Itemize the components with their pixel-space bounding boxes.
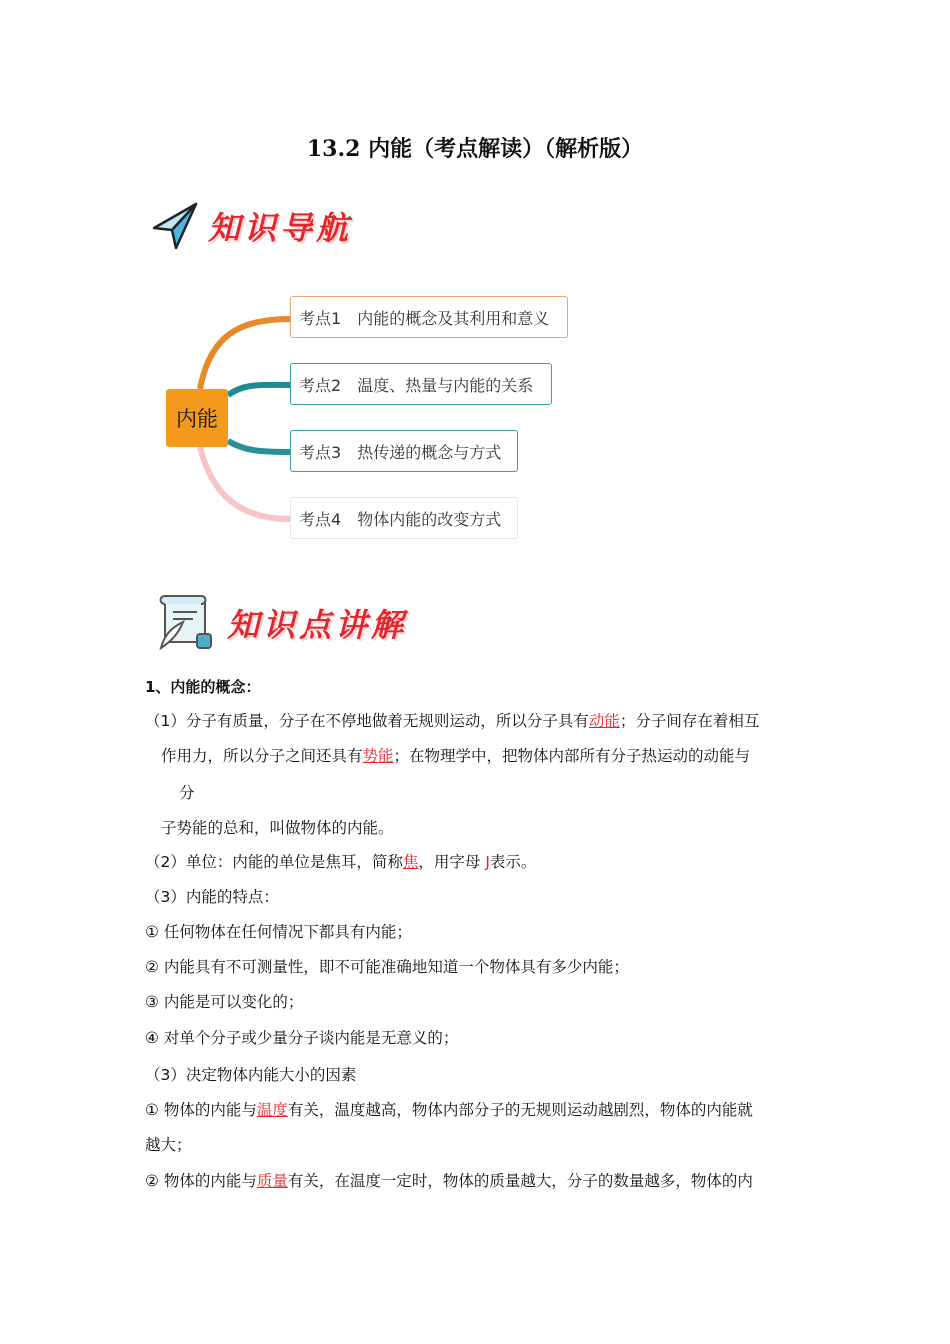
keyword-potential-energy: 势能 [362, 747, 394, 765]
branch-4 [200, 447, 290, 519]
content-body [145, 676, 810, 1196]
list-item: ① 任何物体在任何情况下都具有内能； [145, 923, 412, 941]
paragraph-1-line-1: （1）分子有质量，分子在不停地做着无规则运动，所以分子具有动能；分子间存在着相互 [145, 712, 760, 730]
factor-1-line-2: 越大； [145, 1136, 192, 1154]
mind-map [150, 285, 600, 555]
knowledge-nav-label: 知识导航 [208, 209, 353, 247]
factor-1-line-1: ① 物体的内能与温度有关，温度越高，物体内部分子的无规则运动越剧烈，物体的内能就 [145, 1101, 753, 1119]
page-title: 13.2 内能（考点解读）（解析版） [306, 136, 644, 162]
mind-map-root: 内能 [166, 389, 228, 447]
mind-map-node-2: 考点2 温度、热量与内能的关系 [290, 363, 552, 405]
branch-3 [228, 441, 290, 452]
mind-map-node-3: 考点3 热传递的概念与方式 [290, 430, 518, 472]
paragraph-1-line-2: 作用力，所以分子之间还具有势能；在物理学中，把物体内部所有分子热运动的动能与 [161, 747, 751, 765]
keyword-jiao: 焦 [402, 853, 419, 871]
knowledge-points-banner [155, 592, 407, 654]
branch-1 [200, 319, 290, 389]
paragraph-1-line-3: 分 [179, 784, 195, 802]
knowledge-points-label: 知识点讲解 [227, 606, 408, 644]
mind-map-node-1: 考点1 内能的概念及其利用和意义 [290, 296, 568, 338]
section-heading: 1、内能的概念： [145, 678, 261, 696]
branch-2 [228, 385, 290, 395]
knowledge-nav-banner [152, 200, 352, 252]
mind-map-node-4: 考点4 物体内能的改变方式 [290, 497, 518, 539]
paper-plane-icon [152, 200, 200, 252]
list-item: ④ 对单个分子或少量分子谈内能是无意义的； [145, 1029, 459, 1047]
paragraph-1-line-4: 子势能的总和，叫做物体的内能。 [161, 819, 394, 837]
keyword-kinetic-energy: 动能 [588, 712, 620, 730]
list-item: ② 内能具有不可测量性，即不可能准确地知道一个物体具有多少内能； [145, 958, 629, 976]
keyword-j: J [485, 853, 490, 871]
paragraph-factors: （3）决定物体内能大小的因素 [145, 1066, 357, 1084]
factor-2-line-1: ② 物体的内能与质量有关，在温度一定时，物体的质量越大，分子的数量越多，物体的内 [145, 1172, 753, 1190]
keyword-mass: 质量 [256, 1172, 288, 1190]
list-item: ③ 内能是可以变化的； [145, 993, 304, 1011]
keyword-temperature: 温度 [256, 1101, 288, 1119]
scroll-quill-icon [155, 592, 217, 654]
paragraph-features: （3）内能的特点： [145, 888, 279, 906]
paragraph-unit: （2）单位：内能的单位是焦耳，简称焦，用字母 J表示。 [145, 853, 537, 871]
